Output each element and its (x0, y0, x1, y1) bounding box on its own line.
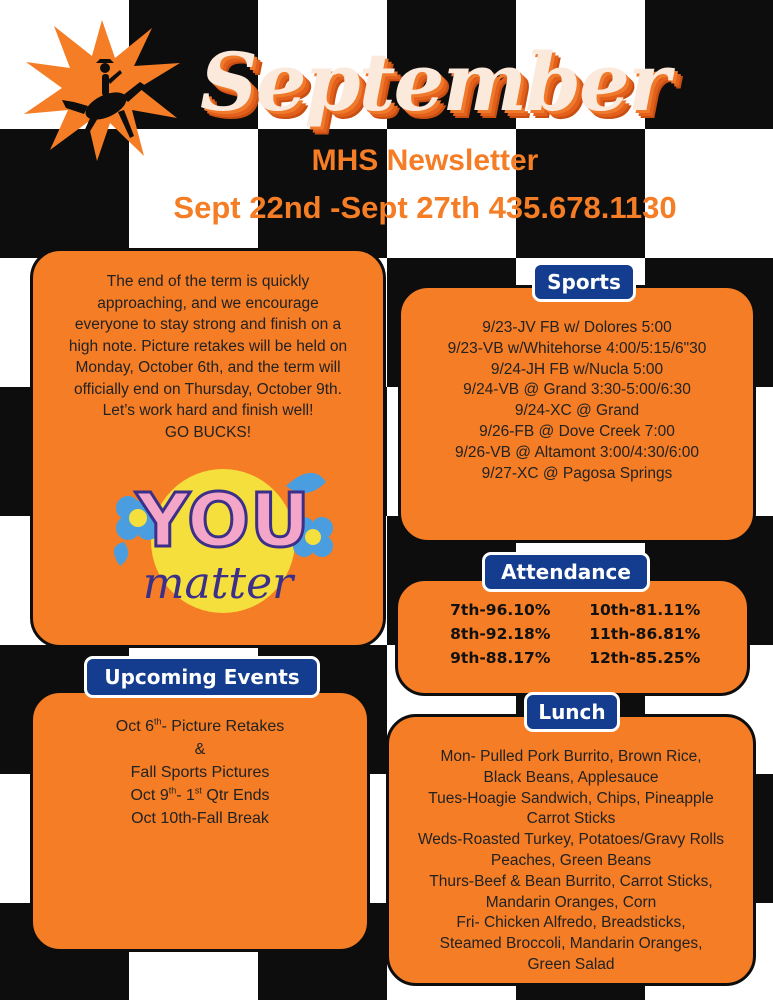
lunch-line: Fri- Chicken Alfredo, Breadsticks, (456, 914, 686, 932)
lunch-line: Peaches, Green Beans (490, 851, 652, 869)
list-item: 9/27-XC @ Pagosa Springs (481, 464, 673, 482)
attendance-label: Attendance (482, 552, 650, 592)
attendance-entry: 8th-92.18% (450, 625, 551, 643)
attendance-entry: 11th-86.81% (589, 625, 701, 643)
list-item: Oct 10th-Fall Break (131, 810, 269, 827)
lunch-menu (389, 717, 753, 976)
sports-card (398, 285, 756, 543)
intro-line: officially end on Thursday, October 9th. (74, 380, 342, 398)
intro-line: Let’s work hard and finish well! (102, 402, 314, 419)
intro-card (30, 248, 386, 648)
attendance-entry: 7th-96.10% (450, 601, 551, 619)
lunch-line: Tues-Hoagie Sandwich, Chips, Pineapple (428, 789, 714, 807)
intro-line: GO BUCKS! (164, 423, 252, 441)
lunch-line: Thurs-Beef & Bean Burrito, Carrot Sticks, (429, 872, 713, 890)
starburst-logo (22, 18, 182, 163)
you-text: YOU (136, 478, 310, 564)
leaf-icon (114, 542, 128, 566)
list-item: 9/24-VB @ Grand 3:30-5:00/6:30 (463, 381, 691, 399)
newsletter-name: MHS Newsletter (311, 144, 539, 177)
page-title: September (200, 35, 669, 129)
lunch-line: Mandarin Oranges, Corn (485, 893, 657, 911)
lunch-line: Carrot Sticks (526, 810, 616, 828)
you-matter-graphic (98, 446, 338, 626)
list-item: Oct 9th- 1st Qtr Ends (130, 785, 270, 804)
sports-label: Sports (532, 262, 636, 302)
dates-and-phone: Sept 22nd -Sept 27th 435.678.1130 (173, 190, 677, 225)
attendance-grid (398, 581, 747, 667)
matter-text: matter (142, 558, 294, 609)
sports-list (401, 288, 753, 484)
lunch-line: Weds-Roasted Turkey, Potatoes/Gravy Rolls (417, 831, 725, 849)
attendance-card (395, 578, 750, 696)
list-item: & (194, 741, 206, 758)
list-item: 9/23-JV FB w/ Dolores 5:00 (482, 319, 672, 336)
upcoming-events-card (30, 690, 370, 952)
attendance-entry: 9th-88.17% (450, 649, 551, 667)
list-item: 9/24-JH FB w/Nucla 5:00 (490, 360, 664, 378)
lunch-line: Steamed Broccoli, Mandarin Oranges, (439, 935, 703, 953)
attendance-entry: 10th-81.11% (589, 601, 701, 619)
list-item: 9/26-FB @ Dove Creek 7:00 (479, 422, 675, 440)
lunch-card (386, 714, 756, 986)
intro-line: everyone to stay strong and finish on a (74, 316, 342, 333)
list-item: 9/24-XC @ Grand (514, 402, 640, 420)
intro-line: high note. Picture retakes will be held on (68, 337, 348, 355)
intro-message (33, 251, 383, 443)
list-item: 9/26-VB @ Altamont 3:00/4:30/6:00 (454, 443, 700, 461)
intro-line: approaching, and we encourage (97, 294, 319, 312)
list-item: 9/23-VB w/Whitehorse 4:00/5:15/6"30 (447, 339, 707, 357)
list-item: Oct 6th- Picture Retakes (115, 716, 285, 735)
intro-line: Monday, October 6th, and the term will (75, 359, 341, 376)
upcoming-events-label: Upcoming Events (84, 656, 320, 698)
intro-line: The end of the term is quickly (106, 273, 310, 290)
lunch-line: Green Salad (527, 955, 615, 973)
lunch-label: Lunch (524, 692, 620, 732)
lunch-line: Black Beans, Applesauce (483, 768, 659, 786)
list-item: Fall Sports Pictures (130, 764, 270, 781)
events-list (33, 693, 367, 830)
attendance-entry: 12th-85.25% (589, 649, 701, 667)
lunch-line: Mon- Pulled Pork Burrito, Brown Rice, (440, 748, 702, 765)
